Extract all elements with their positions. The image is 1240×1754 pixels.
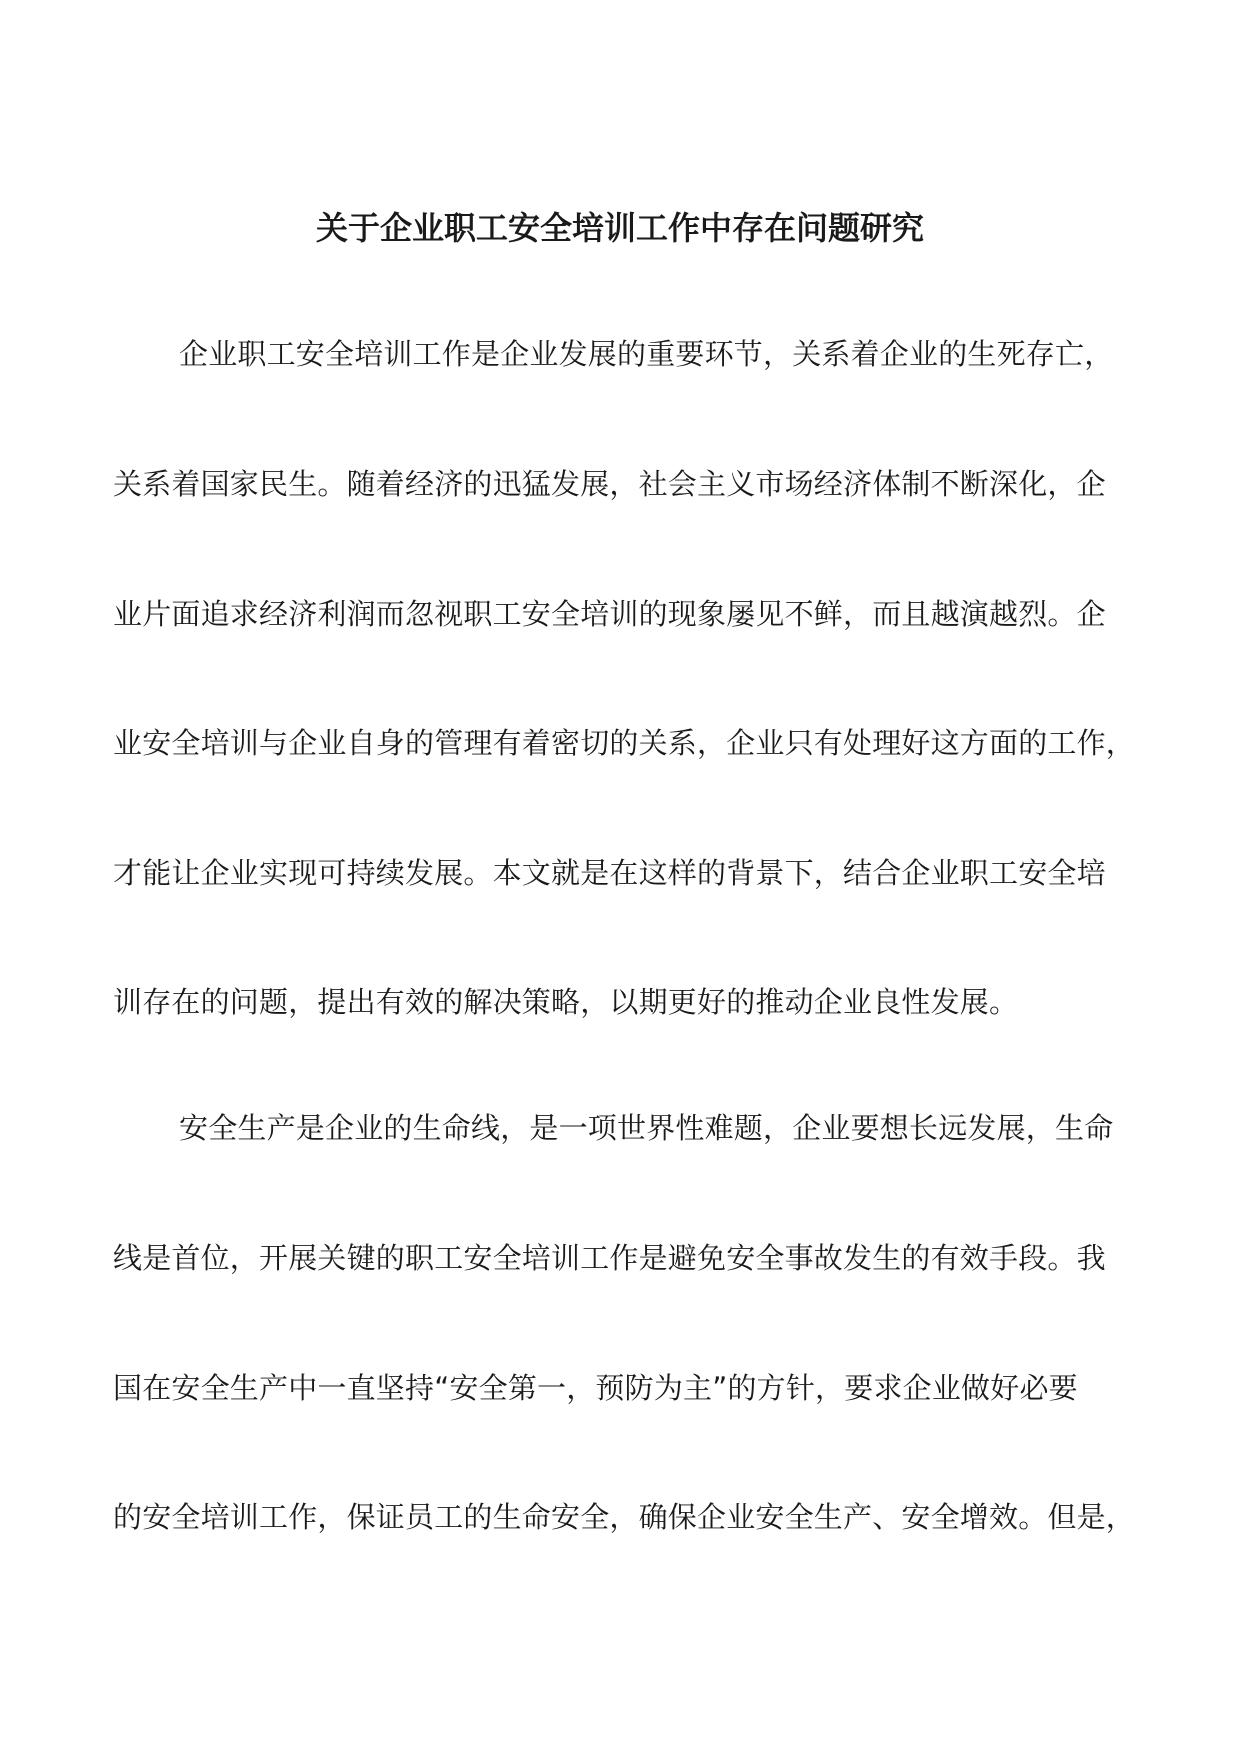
paragraph-line: 企业职工安全培训工作是企业发展的重要环节，关系着企业的生死存亡， [179,337,1114,371]
paragraph-line: 业片面追求经济利润而忽视职工安全培训的现象屡见不鲜，而且越演越烈。企 [113,597,1106,631]
paragraph-line: 的安全培训工作，保证员工的生命安全，确保企业安全生产、安全增效。但是， [113,1500,1136,1534]
paragraph-line: 关系着国家民生。随着经济的迅猛发展，社会主义市场经济体制不断深化，企 [113,467,1106,501]
document-title: 关于企业职工安全培训工作中存在问题研究 [315,209,924,247]
paragraph-line: 才能让企业实现可持续发展。本文就是在这样的背景下，结合企业职工安全培 [113,856,1106,890]
paragraph-line: 线是首位，开展关键的职工安全培训工作是避免安全事故发生的有效手段。我 [113,1241,1106,1275]
paragraph-line: 安全生产是企业的生命线，是一项世界性难题，企业要想长远发展，生命 [179,1111,1114,1145]
paragraph-line: 国在安全生产中一直坚持“安全第一，预防为主”的方针，要求企业做好必要 [113,1371,1078,1405]
paragraph-line: 训存在的问题，提出有效的解决策略，以期更好的推动企业良性发展。 [113,985,1019,1019]
paragraph-line: 业安全培训与企业自身的管理有着密切的关系，企业只有处理好这方面的工作， [113,726,1136,760]
